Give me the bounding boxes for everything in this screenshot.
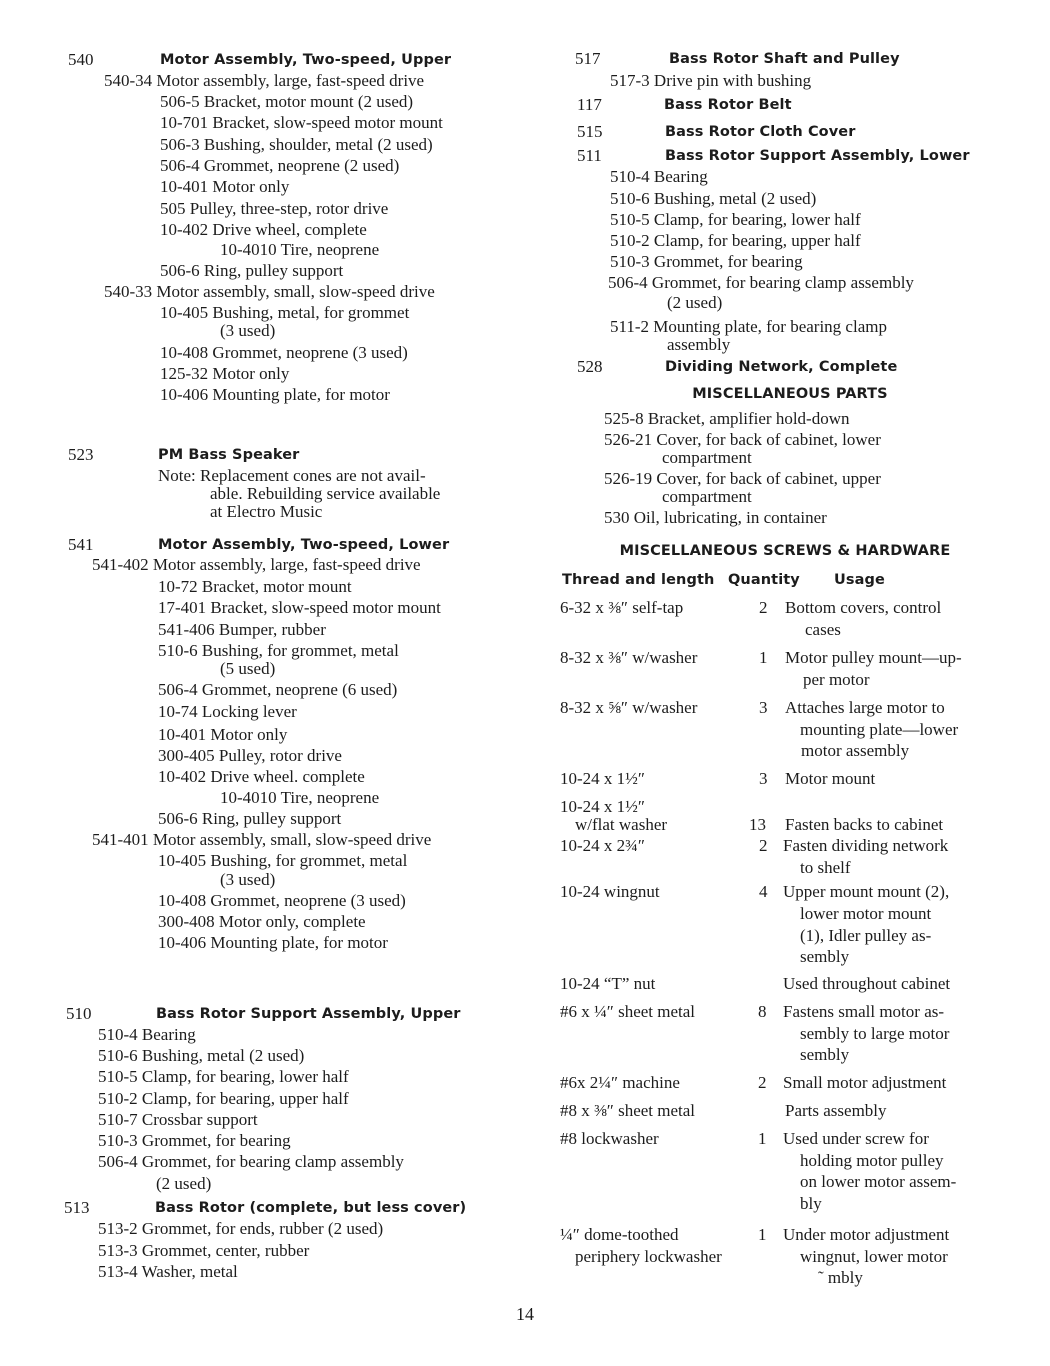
part-line: 506-5 Bracket, motor mount (2 used) xyxy=(160,92,414,111)
usage-cell: wingnut, lower motor xyxy=(800,1247,948,1266)
thread-cell: w/flat washer xyxy=(575,815,668,834)
usage-cell: per motor xyxy=(803,670,870,689)
section-heading: Bass Rotor Support Assembly, Upper xyxy=(156,1006,461,1022)
part-line: 506-6 Ring, pulley support xyxy=(160,261,344,280)
qty-cell: 8 xyxy=(758,1002,767,1021)
usage-cell: Bottom covers, control xyxy=(785,598,942,617)
part-line: 506-3 Bushing, shoulder, metal (2 used) xyxy=(160,135,433,154)
part-line: 510-6 Bushing, metal (2 used) xyxy=(610,189,817,208)
usage-cell: to shelf xyxy=(800,858,851,877)
part-line: 510-4 Bearing xyxy=(98,1025,196,1044)
thread-cell: #6x 2¼″ machine xyxy=(560,1073,680,1092)
section-heading: Bass Rotor Cloth Cover xyxy=(665,124,856,140)
usage-cell: Upper mount mount (2), xyxy=(783,882,950,901)
usage-cell: Attaches large motor to xyxy=(785,698,945,717)
part-line: compartment xyxy=(662,448,752,467)
part-line: 540-33 Motor assembly, small, slow-speed drive xyxy=(104,282,435,301)
part-line: 10-401 Motor only xyxy=(158,725,288,744)
part-line: 506-4 Grommet, for bearing clamp assembly xyxy=(608,273,914,292)
usage-cell: Fastens small motor as- xyxy=(783,1002,945,1021)
part-line: 510-5 Clamp, for bearing, lower half xyxy=(98,1067,349,1086)
section-number: 523 xyxy=(68,445,94,464)
part-line: 526-19 Cover, for back of cabinet, upper xyxy=(604,469,881,488)
part-line: 125-32 Motor only xyxy=(160,364,290,383)
usage-cell: lower motor mount xyxy=(800,904,932,923)
part-line: 510-7 Crossbar support xyxy=(98,1110,258,1129)
part-line: 506-6 Ring, pulley support xyxy=(158,809,342,828)
thread-cell: 10-24 “T” nut xyxy=(560,974,656,993)
usage-cell: Under motor adjustment xyxy=(783,1225,950,1244)
part-line: 540-34 Motor assembly, large, fast-speed drive xyxy=(104,71,425,90)
part-line: 10-405 Bushing, metal, for grommet xyxy=(160,303,410,322)
usage-cell: Used throughout cabinet xyxy=(783,974,951,993)
part-line: 541-401 Motor assembly, small, slow-speed drive xyxy=(92,830,432,849)
usage-cell: sembly xyxy=(800,947,850,966)
qty-cell: 2 xyxy=(758,1073,767,1092)
part-line: (5 used) xyxy=(220,659,276,678)
usage-cell: cases xyxy=(805,620,841,639)
part-line: 510-6 Bushing, metal (2 used) xyxy=(98,1046,305,1065)
usage-cell: Motor mount xyxy=(785,769,876,788)
thread-cell: periphery lockwasher xyxy=(575,1247,722,1266)
part-line: 300-408 Motor only, complete xyxy=(158,912,366,931)
note-line: Note: Replacement cones are not avail- xyxy=(158,466,426,485)
usage-cell: sembly xyxy=(800,1045,850,1064)
part-line: (2 used) xyxy=(156,1174,212,1193)
qty-cell: 1 xyxy=(758,1129,767,1148)
part-line: 511-2 Mounting plate, for bearing clamp xyxy=(610,317,887,336)
qty-cell: 4 xyxy=(759,882,768,901)
section-number: 528 xyxy=(577,357,603,376)
part-line: compartment xyxy=(662,487,752,506)
usage-cell: Parts assembly xyxy=(785,1101,887,1120)
misc-parts-heading: MISCELLANEOUS PARTS xyxy=(692,386,888,402)
usage-cell: Used under screw for xyxy=(783,1129,929,1148)
usage-cell: Fasten dividing network xyxy=(783,836,949,855)
section-number: 540 xyxy=(68,50,94,69)
part-line: 300-405 Pulley, rotor drive xyxy=(158,746,342,765)
usage-cell: (1), Idler pulley as- xyxy=(800,926,932,945)
part-line: 513-4 Washer, metal xyxy=(98,1262,238,1281)
part-line: 10-72 Bracket, motor mount xyxy=(158,577,352,596)
part-line: 10-406 Mounting plate, for motor xyxy=(160,385,390,404)
hardware-table-title: MISCELLANEOUS SCREWS & HARDWARE xyxy=(619,543,951,559)
section-heading: Bass Rotor Shaft and Pulley xyxy=(669,51,900,67)
part-line: 541-406 Bumper, rubber xyxy=(158,620,326,639)
qty-cell: 1 xyxy=(759,648,768,667)
part-line: 513-2 Grommet, for ends, rubber (2 used) xyxy=(98,1219,384,1238)
qty-cell: 2 xyxy=(759,598,768,617)
part-line: 10-402 Drive wheel. complete xyxy=(158,767,365,786)
usage-cell: mounting plate—lower xyxy=(800,720,959,739)
qty-cell: 3 xyxy=(759,698,768,717)
usage-cell: motor assembly xyxy=(801,741,910,760)
thread-cell: 10-24 x 2¾″ xyxy=(560,836,645,855)
qty-cell: 13 xyxy=(749,815,766,834)
qty-cell: 2 xyxy=(759,836,768,855)
part-line: 506-4 Grommet, for bearing clamp assembly xyxy=(98,1152,404,1171)
part-line: assembly xyxy=(667,335,731,354)
part-line: 517-3 Drive pin with bushing xyxy=(610,71,812,90)
thread-cell: 10-24 x 1½″ xyxy=(560,769,645,788)
thread-cell: 8-32 x ⅜″ w/washer xyxy=(560,648,698,667)
part-line: (2 used) xyxy=(667,293,723,312)
section-number: 515 xyxy=(577,122,603,141)
part-line: 530 Oil, lubricating, in container xyxy=(604,508,827,527)
thread-cell: ¼″ dome-toothed xyxy=(560,1225,679,1244)
page-number: 14 xyxy=(516,1304,534,1324)
part-line: (3 used) xyxy=(220,870,276,889)
part-line: 10-408 Grommet, neoprene (3 used) xyxy=(158,891,406,910)
section-number: 511 xyxy=(577,146,602,165)
part-line: 526-21 Cover, for back of cabinet, lower xyxy=(604,430,881,449)
thread-cell: 10-24 wingnut xyxy=(560,882,660,901)
usage-cell: Small motor adjustment xyxy=(783,1073,947,1092)
section-heading: Bass Rotor (complete, but less cover) xyxy=(155,1200,467,1216)
section-number: 510 xyxy=(66,1004,92,1023)
thread-cell: #6 x ¼″ sheet metal xyxy=(560,1002,696,1021)
thread-cell: 8-32 x ⅝″ w/washer xyxy=(560,698,698,717)
part-line: 505 Pulley, three-step, rotor drive xyxy=(160,199,389,218)
usage-cell: sembly to large motor xyxy=(800,1024,950,1043)
part-line: 510-5 Clamp, for bearing, lower half xyxy=(610,210,861,229)
part-line: 506-4 Grommet, neoprene (2 used) xyxy=(160,156,400,175)
section-heading: Bass Rotor Belt xyxy=(664,97,792,113)
thread-cell: #8 lockwasher xyxy=(560,1129,659,1148)
usage-cell: Motor pulley mount—up- xyxy=(785,648,962,667)
part-line: 10-402 Drive wheel, complete xyxy=(160,220,367,239)
part-line: 510-2 Clamp, for bearing, upper half xyxy=(610,231,861,250)
part-line: 510-2 Clamp, for bearing, upper half xyxy=(98,1089,349,1108)
part-line: 541-402 Motor assembly, large, fast-speed drive xyxy=(92,555,421,574)
usage-cell: Fasten backs to cabinet xyxy=(785,815,944,834)
section-heading: Bass Rotor Support Assembly, Lower xyxy=(665,148,970,164)
usage-cell: ˜ mbly xyxy=(818,1268,863,1287)
col-header-thread: Thread and length xyxy=(562,572,715,588)
part-line: 510-6 Bushing, for grommet, metal xyxy=(158,641,399,660)
part-line: 10-401 Motor only xyxy=(160,177,290,196)
section-number: 541 xyxy=(68,535,94,554)
thread-cell: 6-32 x ⅜″ self-tap xyxy=(560,598,684,617)
part-line: 510-4 Bearing xyxy=(610,167,708,186)
part-line: (3 used) xyxy=(220,321,276,340)
section-heading: Motor Assembly, Two-speed, Upper xyxy=(160,52,452,68)
usage-cell: on lower motor assem- xyxy=(800,1172,957,1191)
part-line: 10-4010 Tire, neoprene xyxy=(220,788,380,807)
note-line: at Electro Music xyxy=(210,502,323,521)
part-line: 510-3 Grommet, for bearing xyxy=(98,1131,291,1150)
qty-cell: 1 xyxy=(758,1225,767,1244)
col-header-usage: Usage xyxy=(834,572,885,588)
thread-cell: 10-24 x 1½″ xyxy=(560,797,645,816)
usage-cell: bly xyxy=(800,1194,822,1213)
qty-cell: 3 xyxy=(759,769,768,788)
section-number: 517 xyxy=(575,49,601,68)
section-heading: PM Bass Speaker xyxy=(158,447,300,463)
col-header-quantity: Quantity xyxy=(728,572,800,588)
section-heading: Motor Assembly, Two-speed, Lower xyxy=(158,537,450,553)
section-number: 117 xyxy=(577,95,602,114)
part-line: 506-4 Grommet, neoprene (6 used) xyxy=(158,680,398,699)
part-line: 10-408 Grommet, neoprene (3 used) xyxy=(160,343,408,362)
part-line: 513-3 Grommet, center, rubber xyxy=(98,1241,310,1260)
part-line: 525-8 Bracket, amplifier hold-down xyxy=(604,409,850,428)
part-line: 10-405 Bushing, for grommet, metal xyxy=(158,851,408,870)
part-line: 10-74 Locking lever xyxy=(158,702,297,721)
part-line: 510-3 Grommet, for bearing xyxy=(610,252,803,271)
note-line: able. Rebuilding service available xyxy=(210,484,441,503)
section-number: 513 xyxy=(64,1198,90,1217)
part-line: 10-406 Mounting plate, for motor xyxy=(158,933,388,952)
section-heading: Dividing Network, Complete xyxy=(665,359,898,375)
part-line: 17-401 Bracket, slow-speed motor mount xyxy=(158,598,441,617)
thread-cell: #8 x ⅜″ sheet metal xyxy=(560,1101,696,1120)
usage-cell: holding motor pulley xyxy=(800,1151,944,1170)
part-line: 10-701 Bracket, slow-speed motor mount xyxy=(160,113,443,132)
part-line: 10-4010 Tire, neoprene xyxy=(220,240,380,259)
